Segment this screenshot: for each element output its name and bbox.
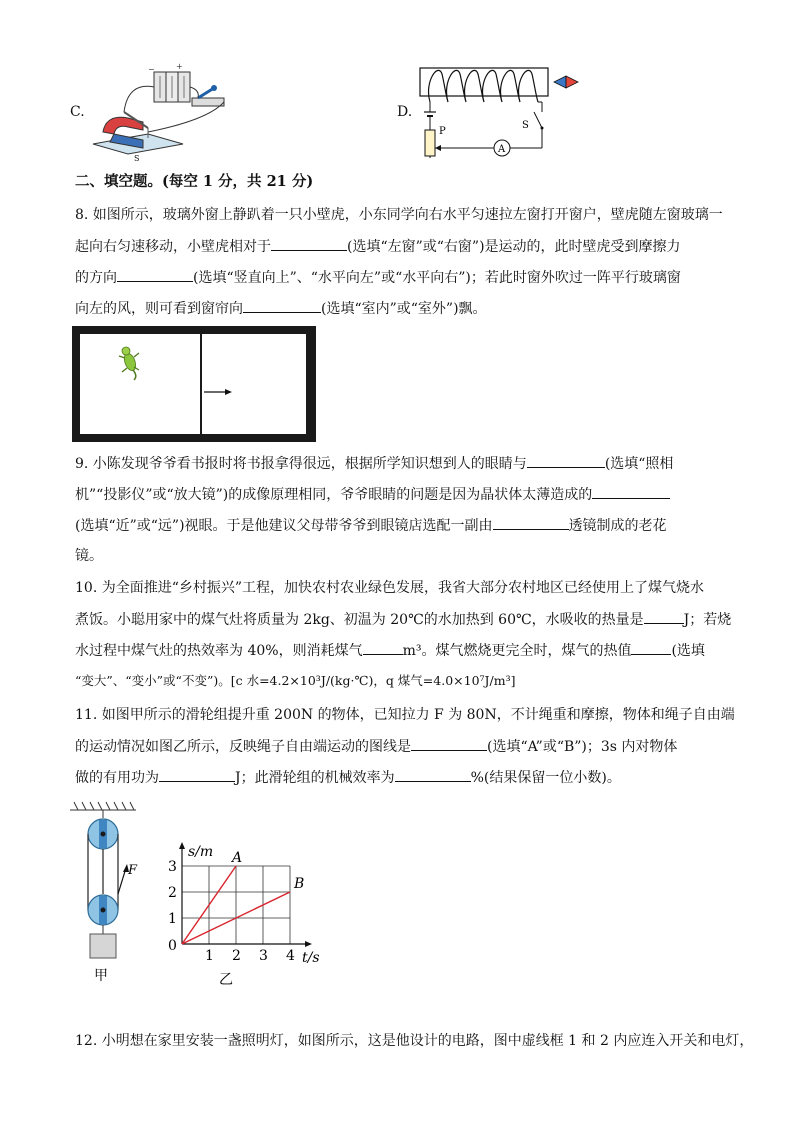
q8-blank-1[interactable]: [271, 236, 347, 251]
q11-blank-3[interactable]: [395, 767, 471, 782]
x-axis-arrow: [305, 941, 312, 947]
window-figure: [72, 326, 316, 442]
q8-line1: 8. 如图所示，玻璃外窗上静趴着一只小壁虎，小东同学向右水平匀速拉左窗打开窗户，壁虎随左窗玻璃一: [75, 207, 723, 223]
weight-block-icon: [90, 934, 116, 958]
q11-blank-2[interactable]: [159, 767, 235, 782]
x-tick-label: 1: [205, 948, 214, 964]
q11-line3: [75, 767, 621, 788]
q8-blank-2[interactable]: [117, 267, 193, 282]
compass-needle-icon: [554, 76, 578, 88]
section-title: 二、填空题。(每空 1 分，共 21 分): [75, 173, 314, 190]
y-tick-label: 1: [168, 911, 177, 927]
q8-text: (选填“左窗”或“右窗”)是运动的，此时壁虎受到摩擦力: [347, 239, 681, 255]
q9-line1: [75, 453, 673, 474]
movable-pulley-icon: [88, 895, 118, 925]
q9-line2: [75, 484, 670, 505]
q8-text: (选填“竖直向上”、“水平向左”或“水平向右”)；若此时窗外吹过一阵平行玻璃窗: [193, 270, 681, 286]
q9-line4: 镜。: [75, 548, 103, 564]
x-axis-label: t/s: [302, 950, 320, 966]
fig-jia-label: 甲: [94, 968, 108, 984]
x-tick-label: 3: [259, 948, 268, 964]
q11-text: 的运动情况如图乙所示，反映绳子自由端运动的图线是: [75, 739, 411, 755]
ceiling-hatch-icon: [70, 802, 136, 810]
q8-text: (选填“室内”或“室外”)飘。: [321, 301, 487, 317]
pulley-figure: [66, 798, 156, 988]
q8-line3: [75, 267, 681, 288]
option-c-figure: [88, 62, 238, 162]
q9-text: 机”“投影仪”或“放大镜”)的成像原理相同，爷爷眼睛的问题是因为晶状体太薄造成的: [75, 487, 593, 503]
svg-text:+: +: [176, 62, 183, 71]
q12-line1: 12. 小明想在家里安装一盏照明灯，如图所示，这是他设计的电路，图中虚线框 1 和 2 内应连入开关和电灯，: [75, 1033, 754, 1049]
q10-line3: [75, 640, 705, 661]
q11-line1: 11. 如图甲所示的滑轮组提升重 200N 的物体，已知拉力 F 为 80N，不计绳重和摩擦，物体和绳子自由端: [75, 707, 735, 723]
q10-text: J；若烧: [683, 612, 732, 628]
solenoid-coil-icon: [429, 70, 538, 102]
x-tick-label: 2: [232, 948, 241, 964]
q10-blank-3[interactable]: [631, 640, 671, 655]
fig-yi-label: 乙: [219, 972, 233, 988]
series-label-B: B: [294, 876, 305, 892]
q9-blank-3[interactable]: [493, 515, 569, 530]
y-axis-arrow: [179, 842, 185, 849]
q9-line3: [75, 515, 667, 536]
y-tick-label: 3: [168, 859, 177, 875]
q9-blank-1[interactable]: [527, 453, 605, 468]
option-d-figure: [414, 62, 594, 166]
q11-line2: [75, 736, 677, 757]
st-chart: [160, 812, 360, 992]
knife-switch-icon: [192, 85, 224, 106]
option-d-p-label: P: [439, 126, 446, 137]
option-d-s-label: S: [522, 120, 529, 131]
q10-text: (选填: [671, 643, 705, 659]
q10-blank-2[interactable]: [363, 640, 403, 655]
fixed-pulley-icon: [88, 819, 118, 849]
q10-blank-1[interactable]: [644, 609, 684, 624]
q11-text: (选填“A”或“B”)；3s 内对物体: [487, 739, 678, 755]
q11-text: %(结果保留一位小数)。: [470, 770, 621, 786]
force-label: F: [128, 863, 138, 878]
q8-line4: [75, 298, 487, 319]
option-d-a-label: A: [498, 144, 506, 155]
q9-text: 9. 小陈发现爷爷看书报时将书报拿得很远，根据所学知识想到人的眼睛与: [75, 456, 527, 472]
svg-text:−: −: [148, 65, 155, 74]
q10-text: m³。煤气燃烧更完全时，煤气的热值: [402, 643, 632, 659]
y-tick-label: 0: [168, 938, 177, 954]
option-c-s-label: S: [134, 154, 140, 162]
option-c-label: C.: [70, 104, 85, 120]
q8-line2: [75, 236, 681, 257]
q8-text: 的方向: [75, 270, 117, 286]
option-d-label: D.: [397, 104, 413, 120]
q9-blank-2[interactable]: [592, 484, 670, 499]
q11-blank-1[interactable]: [411, 736, 487, 751]
q11-text: 做的有用功为: [75, 770, 159, 786]
series-label-A: A: [232, 850, 243, 866]
q10-line4: “变大”、“变小”或“不变”)。[c 水=4.2×10³J/(kg·℃)，q 煤气=4.0×10⁷J/m³]: [75, 673, 516, 688]
q8-text: 向左的风，则可看到窗帘向: [75, 301, 243, 317]
q10-line2: [75, 609, 731, 630]
q10-text: 水过程中煤气灶的热效率为 40%，则消耗煤气: [75, 643, 363, 659]
battery-pack-icon: [148, 62, 190, 102]
x-tick-label: 4: [286, 948, 295, 964]
q9-text: (选填“近”或“远”)视眼。于是他建议父母带爷爷到眼镜店选配一副由: [75, 518, 493, 534]
q9-text: 透镜制成的老花: [568, 518, 667, 534]
q10-text: 煮饭。小聪用家中的煤气灶将质量为 2kg、初温为 20℃的水加热到 60℃，水吸收的热量是: [75, 612, 644, 628]
q8-blank-3[interactable]: [243, 298, 321, 313]
y-axis-label: s/m: [188, 844, 214, 860]
q9-text: (选填“照相: [604, 456, 674, 472]
y-tick-label: 2: [168, 885, 177, 901]
q11-text: J；此滑轮组的机械效率为: [235, 770, 395, 786]
q10-line1: 10. 为全面推进“乡村振兴”工程，加快农村农业绿色发展，我省大部分农村地区已经使用上了煤气烧水: [75, 580, 705, 596]
q8-text: 起向右匀速移动，小壁虎相对于: [75, 239, 271, 255]
